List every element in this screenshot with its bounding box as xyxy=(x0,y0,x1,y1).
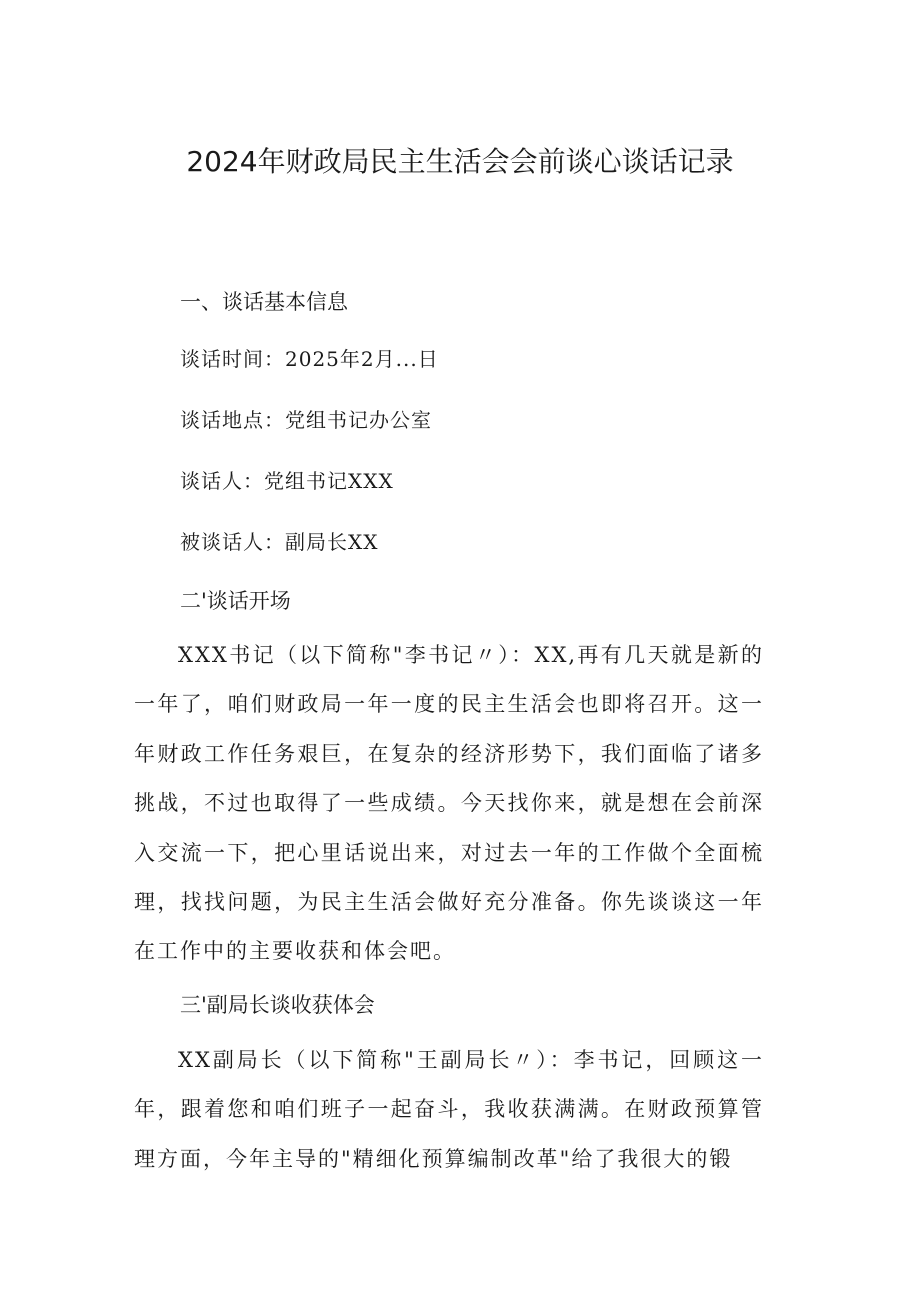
section-heading-opening: 二'谈话开场 xyxy=(180,589,291,613)
info-time: 谈话时间：2025年2月...日 xyxy=(180,347,439,371)
paragraph-opening: XXX书记（以下简称"李书记〃）：XX,再有几天就是新的一年了，咱们财政局一年一度的民主生活会也即将召开。这一年财政工作任务艰巨，在复杂的经济形势下，我们面临了诸多挑战，不过也取得了一些成绩。今天找你来，就是想在会前深入交流一下，把心里话说出来，对过去一年的工作做个全面梳理，找找问题，为民主生活会做好充分准备。你先谈谈这一年在工作中的主要收获和体会吧。 xyxy=(134,643,764,964)
info-interviewee: 被谈话人：副局长XX xyxy=(180,530,379,554)
section-heading-basic-info: 一、谈话基本信息 xyxy=(180,290,348,314)
info-speaker: 谈话人：党组书记XXX xyxy=(180,469,394,493)
info-place: 谈话地点：党组书记办公室 xyxy=(180,408,432,432)
paragraph-gains: XX副局长（以下简称"王副局长〃）：李书记，回顾这一年，跟着您和咱们班子一起奋斗，我收获满满。在财政预算管理方面，今年主导的"精细化预算编制改革"给了我很大的锻 xyxy=(134,1048,764,1171)
document-title: 2024年财政局民主生活会会前谈心谈话记录 xyxy=(186,145,734,178)
section-heading-gains: 三'副局长谈收获体会 xyxy=(180,993,375,1017)
